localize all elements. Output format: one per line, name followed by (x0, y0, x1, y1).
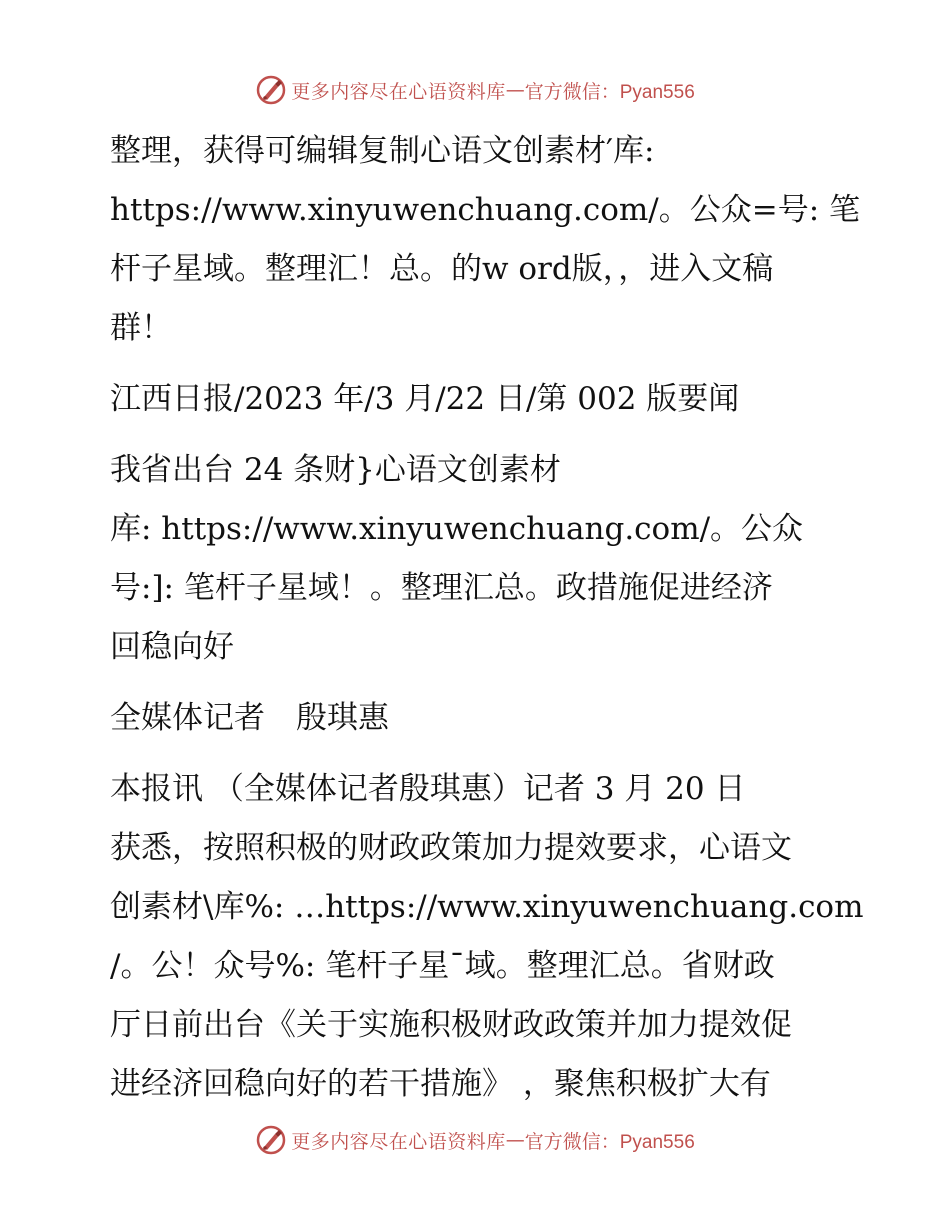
text-line: 号:]: 笔杆子星域！。整理汇总。政措施促进经济 (110, 570, 773, 606)
source-line (98, 370, 858, 429)
banner-title: 更多内容尽在心语资料库 (291, 80, 506, 103)
byline (98, 689, 858, 748)
text-line: 进经济回稳向好的若干措施》 ，聚焦积极扩大有 (110, 1066, 771, 1102)
footer-watermark-banner (0, 1120, 950, 1160)
text-line: 江西日报/2023 年/3 月/22 日/第 002 版要闻 (110, 381, 740, 417)
document-body (98, 122, 864, 1126)
text-line: 获悉，按照积极的财政政策加力提效要求，心语文 (110, 830, 792, 866)
banner-contact: 官方微信：Pyan556 (524, 81, 695, 103)
text-line: 我省出台 24 条财}心语文创素材 (110, 452, 561, 488)
article-headline (98, 441, 858, 677)
text-line: 库: https://www.xinyuwenchuang.com/。公众 (110, 511, 804, 547)
banner-separator: — (505, 1129, 525, 1151)
header-watermark-banner (0, 70, 950, 110)
banner-title: 更多内容尽在心语资料库 (291, 1130, 506, 1153)
body-paragraph (98, 760, 864, 1114)
text-line: 本报讯 （全媒体记者殷琪惠）记者 3 月 20 日 (110, 771, 746, 807)
text-line: https://www.xinyuwenchuang.com/。公众=号: 笔 (110, 192, 861, 228)
text-line: 杆子星域。整理汇！总。的w ord版，，进入文稿 (110, 251, 774, 287)
text-line: 厅日前出台《关于实施积极财政政策并加力提效促 (110, 1007, 792, 1043)
text-line: 整理，获得可编辑复制心语文创素材′库: (110, 133, 655, 169)
banner-separator: — (505, 79, 525, 101)
text-line: 全媒体记者 殷琪惠 (110, 700, 389, 736)
text-line: 群！ (110, 310, 172, 346)
pen-logo-icon (255, 1124, 287, 1156)
text-line: 回稳向好 (110, 629, 234, 665)
text-line: 创素材\库%: …https://www.xinyuwenchuang.com (110, 889, 864, 925)
banner-contact: 官方微信：Pyan556 (524, 1131, 695, 1153)
pen-logo-icon (255, 74, 287, 106)
text-line: /。公！众号%: 笔杆子星¯域。整理汇总。省财政 (110, 948, 775, 984)
intro-paragraph (98, 122, 861, 358)
